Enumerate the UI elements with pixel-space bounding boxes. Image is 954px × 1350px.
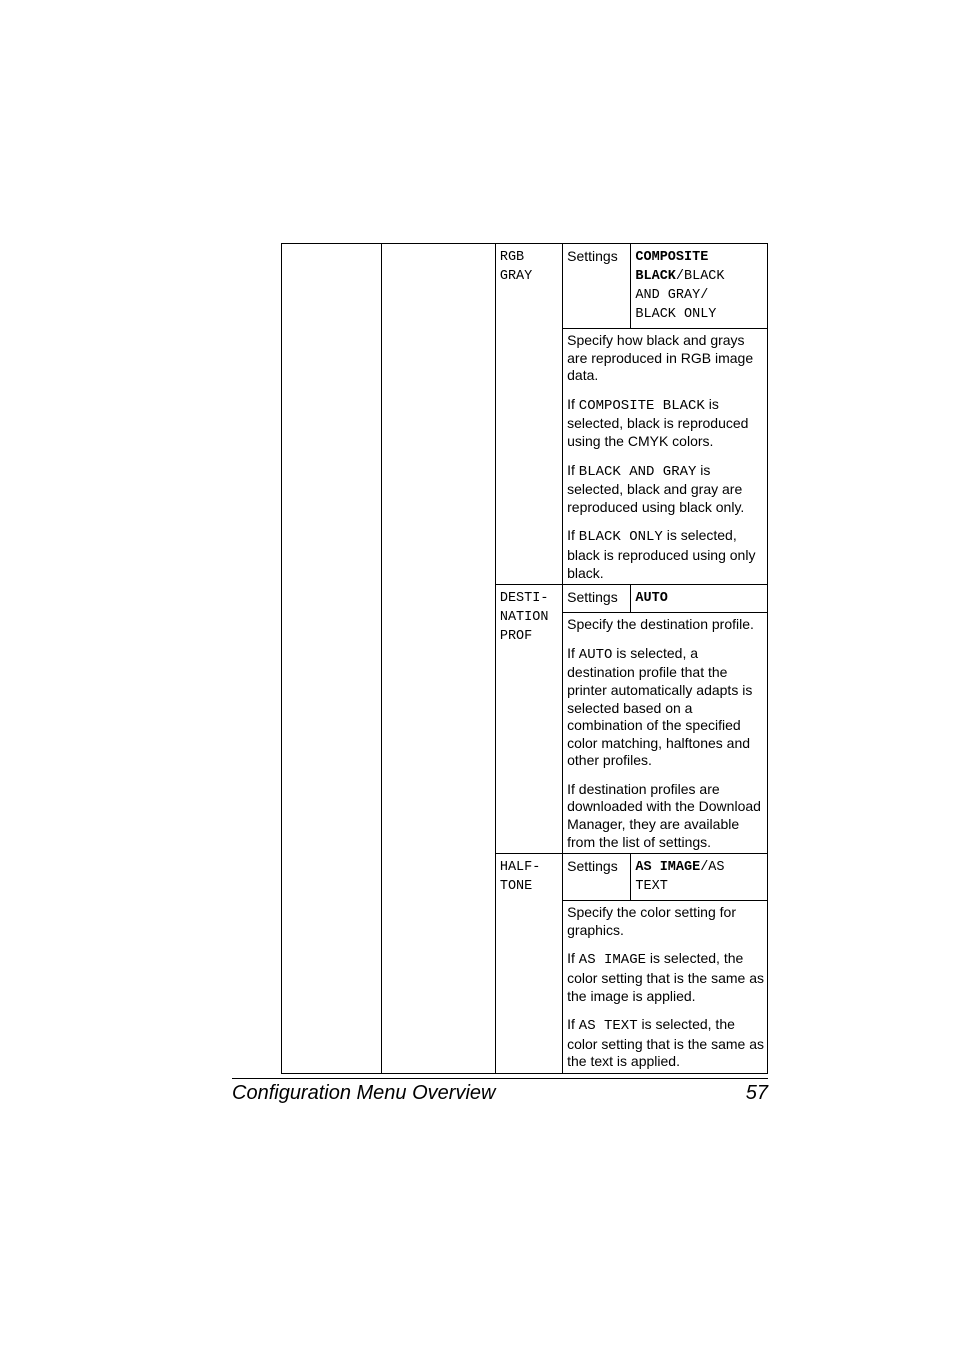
param-destination-prof: DESTI- NATION PROF — [495, 585, 562, 854]
page-number: 57 — [745, 1082, 768, 1104]
menu-level-1-cell — [282, 244, 382, 1074]
destination-prof-settings-value: AUTO — [631, 585, 768, 613]
settings-label: Settings — [563, 854, 631, 901]
configuration-menu-table — [281, 243, 768, 1074]
param-rgb-gray: RGB GRAY — [495, 244, 562, 585]
settings-label: Settings — [563, 585, 631, 613]
menu-level-2-cell — [382, 244, 495, 1074]
footer-title: Configuration Menu Overview — [232, 1082, 496, 1104]
settings-label: Settings — [563, 244, 631, 329]
halftone-settings-value: AS IMAGE/AS TEXT — [631, 854, 768, 901]
rgb-gray-settings-value: COMPOSITE BLACK/BLACK AND GRAY/ BLACK ONLY — [631, 244, 768, 329]
halftone-description: Specify the color setting for graphics. If AS IMAGE is selected, the color setting that is the same as the image is applied. If AS TEXT is selected, the color setting that is the same as the text is applied. — [563, 901, 768, 1074]
destination-prof-description: Specify the destination profile. If AUTO is selected, a destination profile that the printer automatically adapts is selected based on a combination of the specified color matching, halftones and other profiles. If destination profiles are downloaded with the Download Manager, they are available from the list of settings. — [563, 613, 768, 854]
rgb-gray-description: Specify how black and grays are reproduced in RGB image data. If COMPOSITE BLACK is selected, black is reproduced using the CMYK colors. If BLACK AND GRAY is selected, black and gray are reproduced using black only. If BLACK ONLY is selected, black is reproduced using only black. — [563, 329, 768, 585]
param-halftone: HALF- TONE — [495, 854, 562, 1074]
footer-divider — [232, 1078, 768, 1079]
